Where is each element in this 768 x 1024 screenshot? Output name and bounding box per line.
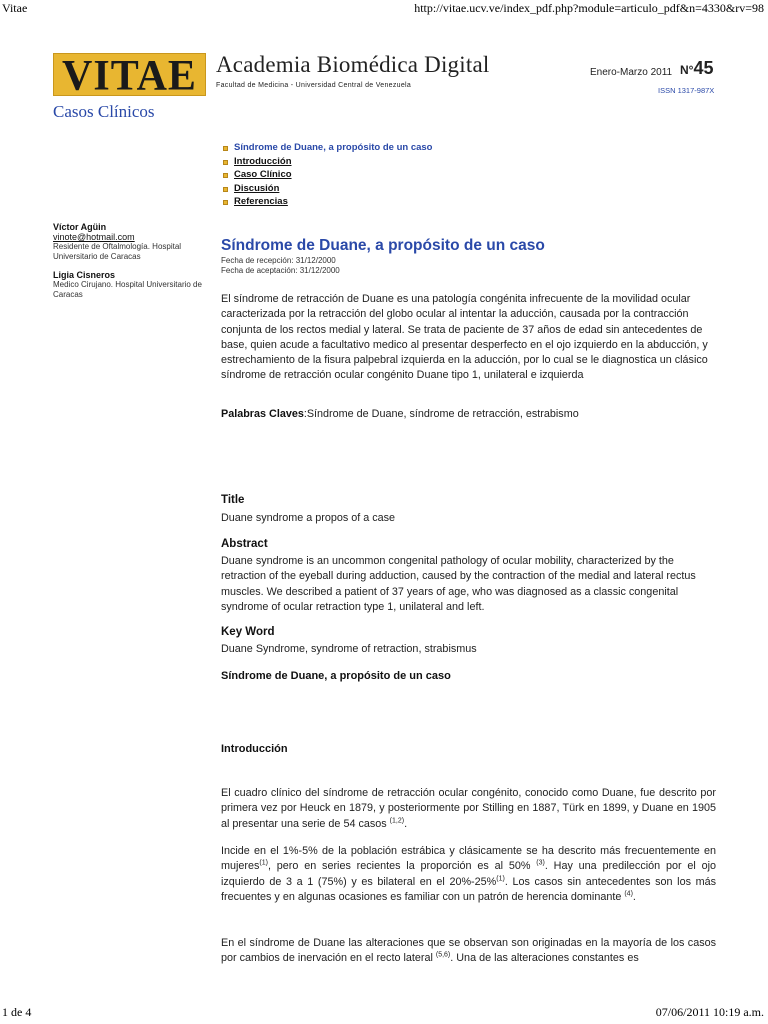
journal-title: Academia Biomédica Digital [216,52,490,77]
toc-item[interactable]: Introducción [222,156,432,170]
page-count: 1 de 4 [2,1005,32,1019]
print-timestamp: 07/06/2011 10:19 a.m. [655,1005,764,1019]
title-en: Duane syndrome a propos of a case [221,512,396,524]
toc-item[interactable]: Discusión [222,183,432,197]
citation: (1,2) [389,817,405,824]
vitae-logo [53,52,206,100]
bullet-icon [223,200,228,205]
author-affiliation: Residente de Oftalmología. Hospital Universitario de Caracas [53,242,182,261]
print-header-url: http://vitae.ucv.ve/index_pdf.php?module=articulo_pdf&n=4330&rv=98 [414,1,764,15]
palabras-claves [221,407,579,422]
issue-date: Enero-Marzo 2011 [590,67,673,78]
abstract-heading: Abstract [221,538,268,550]
bullet-icon [223,160,228,165]
citation: (1) [496,875,505,882]
intro-paragraph: El cuadro clínico del síndrome de retracción ocular congénito, conocido como Duane, fue descrito por primera vez por Heuck en 1879, y posteriormente por Stilling en 1887, Türk en 1899, y Duane en 1905 al presentar una serie de 54 casos $^{(1,2)}$. [221,787,716,830]
article-subtitle: Síndrome de Duane, a propósito de un caso [221,670,451,682]
bullet-icon [223,173,228,178]
title-heading: Title [221,494,245,506]
issue-prefix: N° [680,63,694,77]
issue-number-value: 45 [693,58,714,78]
print-footer [0,1004,768,1024]
accepted-date: Fecha de aceptación: 31/12/2000 [221,266,340,275]
authors-sidebar [53,222,213,300]
article-body [221,236,717,965]
resumen: El síndrome de retracción de Duane es una patología congénita infrecuente de la movilidad ocular caracterizada por la retracción del globo ocular al intentar la aducción, causada por la contracción conjunta de los rectos medial y lateral. Se trata de paciente de 37 años de edad sin antecedentes de base, quien acude a facultativo medico al presentar desperfecto en el ojo izquierdo en la abducción, y estrechamiento de la fisura palpebral izquierda en la aducción, por lo cual se le diagnostica un clásico síndrome de retracción ocular congénito Duane tipo 1, unilateral e izquierda [221,293,708,382]
palabras-value: :Síndrome de Duane, síndrome de retracción, estrabismo [303,408,579,420]
faculty-line: Facultad de Medicina - Universidad Central de Venezuela [216,82,412,89]
author-affiliation: Medico Cirujano. Hospital Universitario de Caracas [53,280,202,299]
author-email-link[interactable]: vinote@hotmail.com [53,232,135,242]
keyword-heading: Key Word [221,626,275,638]
article-title: Síndrome de Duane, a propósito de un caso [221,237,545,254]
citation: (1) [259,859,268,867]
received-date: Fecha de recepción: 31/12/2000 [221,256,336,265]
palabras-label: Palabras Claves [221,408,304,420]
toc-item[interactable]: Síndrome de Duane, a propósito de un caso [222,142,432,156]
keyword-text: Duane Syndrome, syndrome of retraction, strabismus [221,643,477,655]
intro-paragraph: Incide en el 1%-5% de la población estrábica y clásicamente se ha descrito más frecuentemente en mujeres$^{(1)}$, pero en series recientes la proporción es al 50% $^{(3)}$. Hay una predilección por el ojo izquierdo de 3 a 1 (75%) y es bilateral en el 20%-25%$^{(1)}$. Los casos sin antecedentes son los más frecuentes y en algunas ocasiones es familiar con un patrón de herencia dominante $^{(4)}$. [221,845,717,903]
citation: (4) [624,890,633,898]
intro-paragraph: En el síndrome de Duane las alteraciones que se observan son originadas en la mayoría de los casos por cambios de inervación en el recto lateral $^{(5,6)}$. Una de las alteraciones constantes es [221,937,716,965]
bullet-icon [223,146,228,151]
print-header-title: Vitae [2,1,28,15]
issue-number [680,58,714,79]
citation: (3) [536,859,545,867]
print-header [0,0,768,18]
table-of-contents [222,142,432,210]
citation: (5,6) [435,951,451,959]
intro-heading: Introducción [221,743,288,755]
logo-text: VITAE [62,52,197,100]
bullet-icon [223,187,228,192]
toc-item[interactable]: Caso Clínico [222,169,432,183]
issn: ISSN 1317-987X [658,86,715,95]
abstract-text: Duane syndrome is an uncommon congenital pathology of ocular mobility, characterized by the retraction of the eyeball during adduction, caused by the contraction of the medial and lateral rectus muscles. We described a patient of 37 years of age, who was diagnosed as a classic congenital syndrome of ocular retraction type 1, unilateral and left. [221,555,696,613]
author-name: Víctor Agüin [53,222,107,232]
author-name: Ligia Cisneros [53,270,116,280]
section-title: Casos Clínicos [53,102,155,121]
toc-item[interactable]: Referencias [222,196,432,210]
